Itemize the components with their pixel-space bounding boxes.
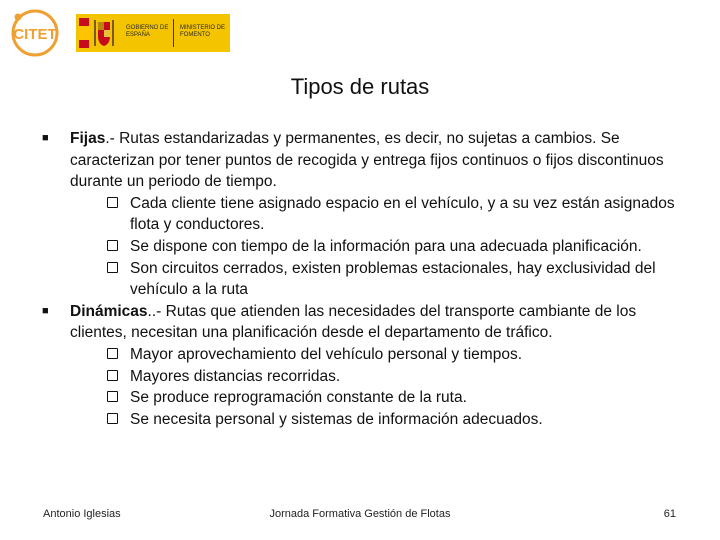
item-text: .- Rutas estandarizadas y permanentes, es decir, no sujetas a cambios. Se caracterizan por tener puntos de recogida y entrega fijos continuos o fijos discontinuos durante un periodo de tiempo.	[70, 130, 664, 191]
government-logo	[76, 14, 230, 52]
sub-item-text: Se produce reprogramación constante de la ruta.	[130, 389, 467, 407]
checkbox-bullet-icon	[107, 413, 118, 424]
sub-item	[0, 258, 720, 301]
checkbox-bullet-icon	[107, 348, 118, 359]
checkbox-bullet-icon	[107, 240, 118, 251]
logo-divider	[173, 19, 174, 47]
slide-content	[0, 128, 720, 430]
checkbox-bullet-icon	[107, 262, 118, 273]
sub-item-text: Se necesita personal y sistemas de información adecuados.	[130, 410, 543, 428]
checkbox-bullet-icon	[107, 197, 118, 208]
sub-item	[0, 366, 720, 388]
checkbox-bullet-icon	[107, 370, 118, 381]
list-item-dinamicas	[0, 301, 720, 344]
footer-event: Jornada Formativa Gestión de Flotas	[269, 508, 451, 520]
sub-item	[0, 236, 720, 258]
list-item-fijas	[0, 128, 720, 193]
sub-item	[0, 193, 720, 236]
square-bullet-icon: ■	[42, 132, 49, 144]
government-label: GOBIERNO DE ESPAÑA	[126, 25, 169, 38]
item-lead: Dinámicas	[70, 302, 148, 320]
sub-item-text: Mayor aprovechamiento del vehículo personal y tiempos.	[130, 345, 523, 363]
slide-title: Tipos de rutas	[290, 74, 430, 99]
sub-item	[0, 409, 720, 431]
checkbox-bullet-icon	[107, 391, 118, 402]
sub-item-text: Son circuitos cerrados, existen problemas estacionales, hay exclusividad del vehículo a la ruta	[130, 259, 656, 299]
coat-of-arms-icon	[92, 18, 116, 48]
page-number: 61	[663, 508, 676, 520]
sub-item	[0, 344, 720, 366]
item-lead: Fijas	[70, 130, 106, 147]
sub-item	[0, 387, 720, 409]
citet-logo	[6, 8, 66, 58]
sub-item-text: Mayores distancias recorridas.	[130, 367, 341, 385]
ministry-label: MINISTERIO DE FOMENTO	[180, 25, 226, 38]
footer-author: Antonio Iglesias	[43, 508, 121, 520]
sub-item-text: Cada cliente tiene asignado espacio en el vehículo, y a su vez están asignados flota y conductores.	[130, 194, 675, 234]
citet-logo-text: CITET	[13, 26, 57, 43]
square-bullet-icon: ■	[42, 304, 49, 317]
spain-flag-icon	[79, 18, 89, 48]
sub-item-text: Se dispone con tiempo de la información para una adecuada planificación.	[130, 237, 642, 255]
item-text: ..- Rutas que atienden las necesidades del transporte cambiante de los clientes, necesitan una planificación desde el departamento de tráfico.	[70, 302, 637, 342]
